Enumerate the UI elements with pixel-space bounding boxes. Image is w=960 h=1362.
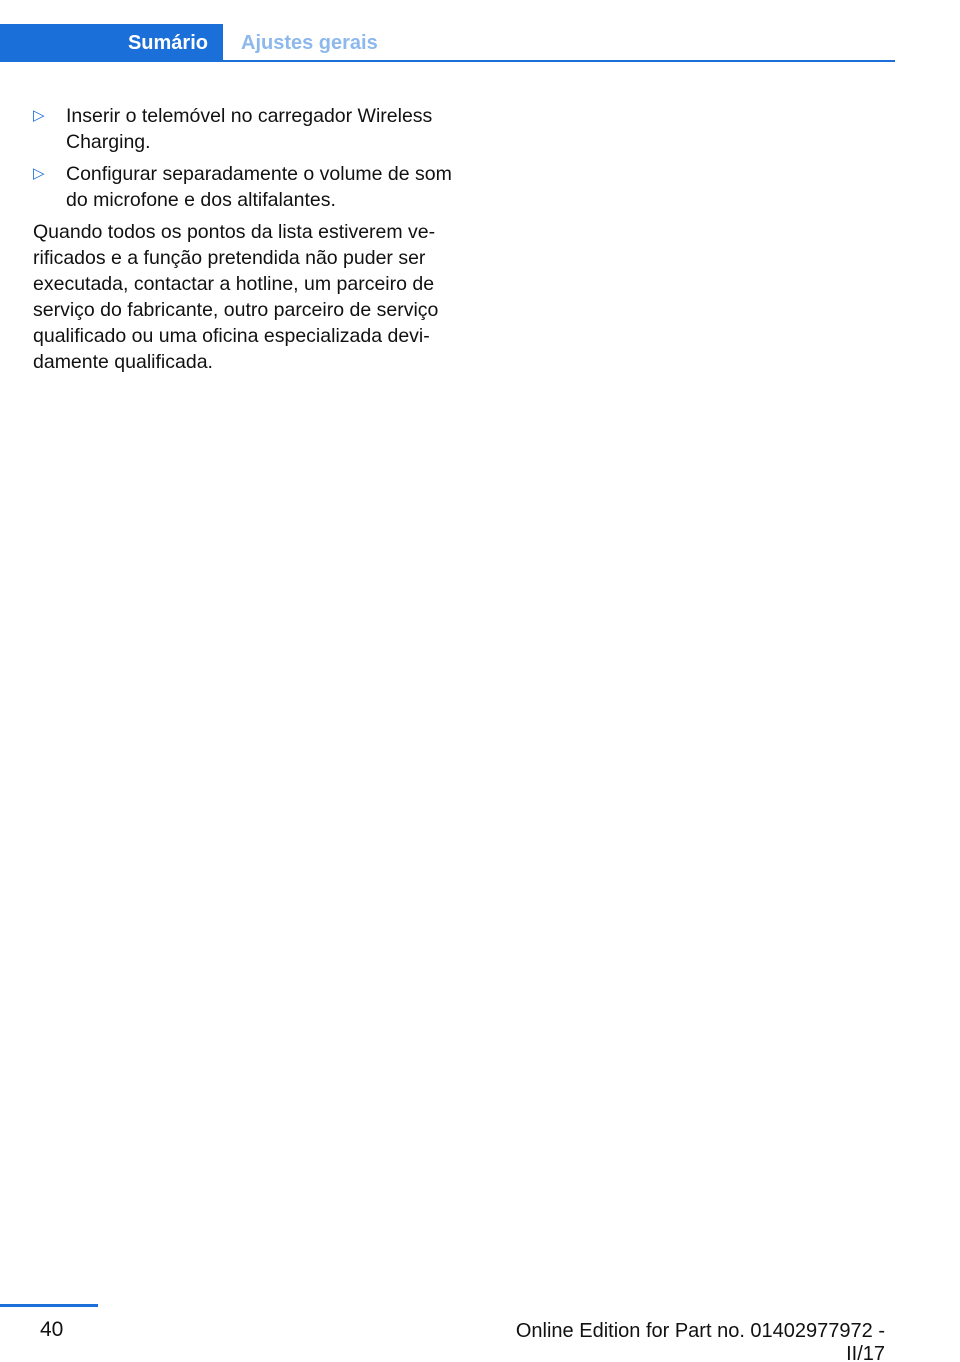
triangle-bullet-icon: ▷ bbox=[33, 107, 45, 124]
footer-divider bbox=[0, 1304, 98, 1307]
tab-ajustes-gerais[interactable]: Ajustes gerais bbox=[241, 32, 378, 54]
list-item bbox=[33, 161, 453, 213]
page-number: 40 bbox=[40, 1318, 64, 1341]
top-navigation-bar bbox=[0, 24, 895, 62]
list-item bbox=[33, 103, 453, 155]
triangle-bullet-icon: ▷ bbox=[33, 165, 45, 182]
tab-sumario[interactable]: Sumário bbox=[0, 24, 223, 62]
list-item-text: Configurar separadamente o volume de som do microfone e dos altifalantes. bbox=[66, 163, 452, 211]
edition-label: Online Edition for Part no. 01402977972 - II/17 bbox=[515, 1320, 885, 1362]
body-paragraph: Quando todos os pontos da lista estiverem verificados e a função pretendida não puder ser executada, contactar a hotline, um parceiro de serviço do fabricante, outro parceiro de serviço qualificado ou uma oficina especializada devidamente qualificada. bbox=[33, 221, 439, 373]
page-content bbox=[33, 103, 453, 375]
list-item-text: Inserir o telemóvel no carregador Wireless Charging. bbox=[66, 105, 433, 153]
